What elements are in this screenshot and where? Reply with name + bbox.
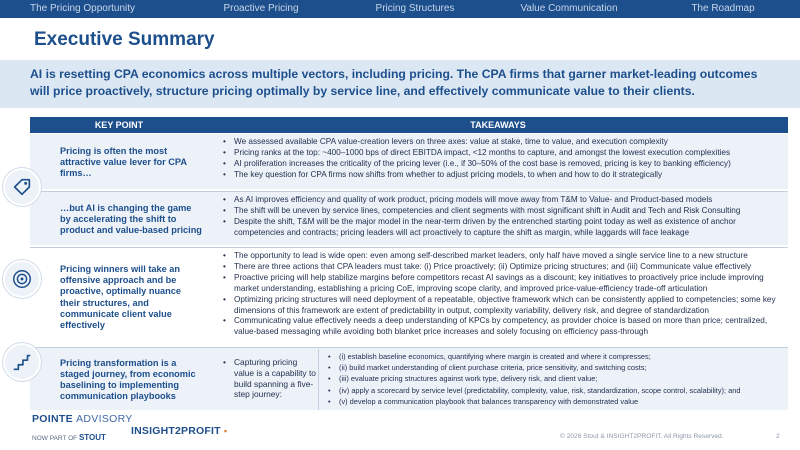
takeaway-bullet: • Despite the shift, T&M will be the major model in the near-term driven by the entrenched starting point today as well as existence of anchor competencies and contracts; pricing leaders will act proactively to capture the shift as margin, while laggards will face leakage — [222, 217, 788, 239]
table-header — [30, 117, 788, 133]
tab-pricing-opportunity[interactable]: The Pricing Opportunity — [30, 3, 136, 14]
header-key-point: KEY POINT — [94, 120, 144, 130]
takeaway-bullet: • Pricing ranks at the top: ~400–1000 bps of direct EBITDA impact, <12 months to capture, and amongst the lowest execution complexities — [222, 148, 788, 159]
tab-proactive-pricing[interactable]: Proactive Pricing — [223, 3, 299, 14]
copyright-text: © 2026 Stout & INSIGHT2PROFIT. All Rights Reserved. — [560, 433, 724, 440]
journey-step: • (iv) apply a scorecard by service level (predictability, complexity, value, risk, standardization, scope control, scalability); and — [327, 385, 788, 396]
takeaways-cell — [208, 348, 788, 410]
takeaway-bullet: • There are three actions that CPA leaders must take: (i) Price proactively; (ii) Optimize pricing structures; and (iii) Communicate value effectively — [222, 262, 788, 273]
summary-banner: AI is resetting CPA economics across multiple vectors, including pricing. The CPA firms that garner market-leading outcomes will price proactively, structure pricing optimally by service line, and effectively communicate value to their clients. — [0, 60, 800, 108]
journey-steps — [318, 349, 788, 410]
journey-step: • (ii) build market understanding of client purchase criteria, price sensitivity, and switching costs; — [327, 362, 788, 373]
logo-pointe: POINTE — [32, 413, 73, 425]
logo-dots-icon: ▪ — [223, 426, 228, 436]
takeaway-bullet: • The key question for CPA firms now shifts from whether to adjust pricing models, to when and how to do it strategically — [222, 170, 788, 181]
price-tag-icon — [3, 168, 41, 206]
key-point: Pricing is often the most attractive value lever for CPA firms… — [60, 145, 187, 179]
journey-step: • (v) develop a communication playbook that balances transparency with demonstrated value — [327, 396, 788, 407]
takeaways-cell — [208, 192, 788, 245]
staircase-icon — [3, 343, 41, 381]
tab-pricing-structures[interactable]: Pricing Structures — [375, 3, 455, 14]
stout-logo: STOUT — [78, 433, 106, 442]
now-part-of-label: NOW PART OF — [32, 435, 78, 442]
takeaway-bullet: • We assessed available CPA value-creation levers on three axes: value at stake, time to value, and execution complexity — [222, 137, 788, 148]
page-number: 2 — [776, 433, 780, 440]
insight2profit-text: INSIGHT2PROFIT — [131, 425, 221, 437]
tab-value-communication[interactable]: Value Communication — [520, 3, 618, 14]
table-row — [30, 347, 788, 410]
takeaway-bullet: • The opportunity to lead is wide open: even among self-described market leaders, only half have moved a single service line to a new structure — [222, 251, 788, 262]
takeaway-bullet: • Optimizing pricing structures will need deployment of a repeatable, objective framework which can be consistently applied to competencies; some key dimensions of this framework are extent of predictability in output, complexity variability, delivery risk, and degree of standardization — [222, 295, 788, 317]
top-navigation — [0, 0, 800, 18]
tab-roadmap[interactable]: The Roadmap — [691, 3, 755, 14]
takeaway-bullet: • Proactive pricing will help stabilize margins before competitors recast AI savings as a discount; key initiatives to proactively price include improving market understanding, establishing a pricing CoE, improving scope clarity, and improved price-value-efficiency trade-off articulation — [222, 273, 788, 295]
key-point: …but AI is changing the game by accelerating the shift to product and value-based pricing — [60, 202, 202, 236]
takeaway-bullet: • Capturing pricing value is a capability to build spanning a five-step journey: — [222, 357, 318, 400]
takeaways-cell — [208, 248, 788, 345]
journey-step: • (iii) evaluate pricing structures against work type, delivery risk, and client value; — [327, 373, 788, 384]
target-icon — [3, 260, 41, 298]
summary-table — [30, 117, 788, 410]
table-row — [30, 191, 788, 245]
takeaway-bullet: • As AI improves efficiency and quality of work product, pricing models will move away from T&M to Value- and Product-based models — [222, 195, 788, 206]
insight2profit-logo — [131, 425, 227, 437]
key-point: Pricing winners will take an offensive approach and be proactive, optimally nuance their structures, and communicate client value effectively — [60, 263, 182, 330]
takeaways-cell — [208, 134, 788, 189]
takeaway-bullet: • Communicating value effectively needs a deep understanding of KPCs by competency, as provider choice is based on more than price; centralized, value-based messaging while avoiding both blanket price increases and solely focusing on efficiency pass-through — [222, 316, 788, 338]
page-title: Executive Summary — [34, 29, 215, 50]
journey-split — [222, 349, 788, 410]
logo-advisory: ADVISORY — [76, 413, 133, 425]
pointe-advisory-logo — [32, 413, 133, 425]
now-part-of — [32, 433, 106, 442]
table-row — [30, 247, 788, 345]
header-takeaways: TAKEAWAYS — [470, 120, 526, 130]
takeaway-bullet: • AI proliferation increases the criticality of the pricing lever (i.e., if 30–50% of the cost base is removed, pricing is key to banking efficiency) — [222, 159, 788, 170]
table-row — [30, 134, 788, 189]
journey-step: • (i) establish baseline economics, quantifying where margin is created and where it compresses; — [327, 351, 788, 362]
key-point: Pricing transformation is a staged journey, from economic baselining to implementing communication playbooks — [60, 357, 196, 402]
takeaway-bullet: • The shift will be uneven by service lines, competencies and client segments with most significant shift in Audit and Tech and Risk Consulting — [222, 206, 788, 217]
journey-lead — [222, 349, 318, 410]
